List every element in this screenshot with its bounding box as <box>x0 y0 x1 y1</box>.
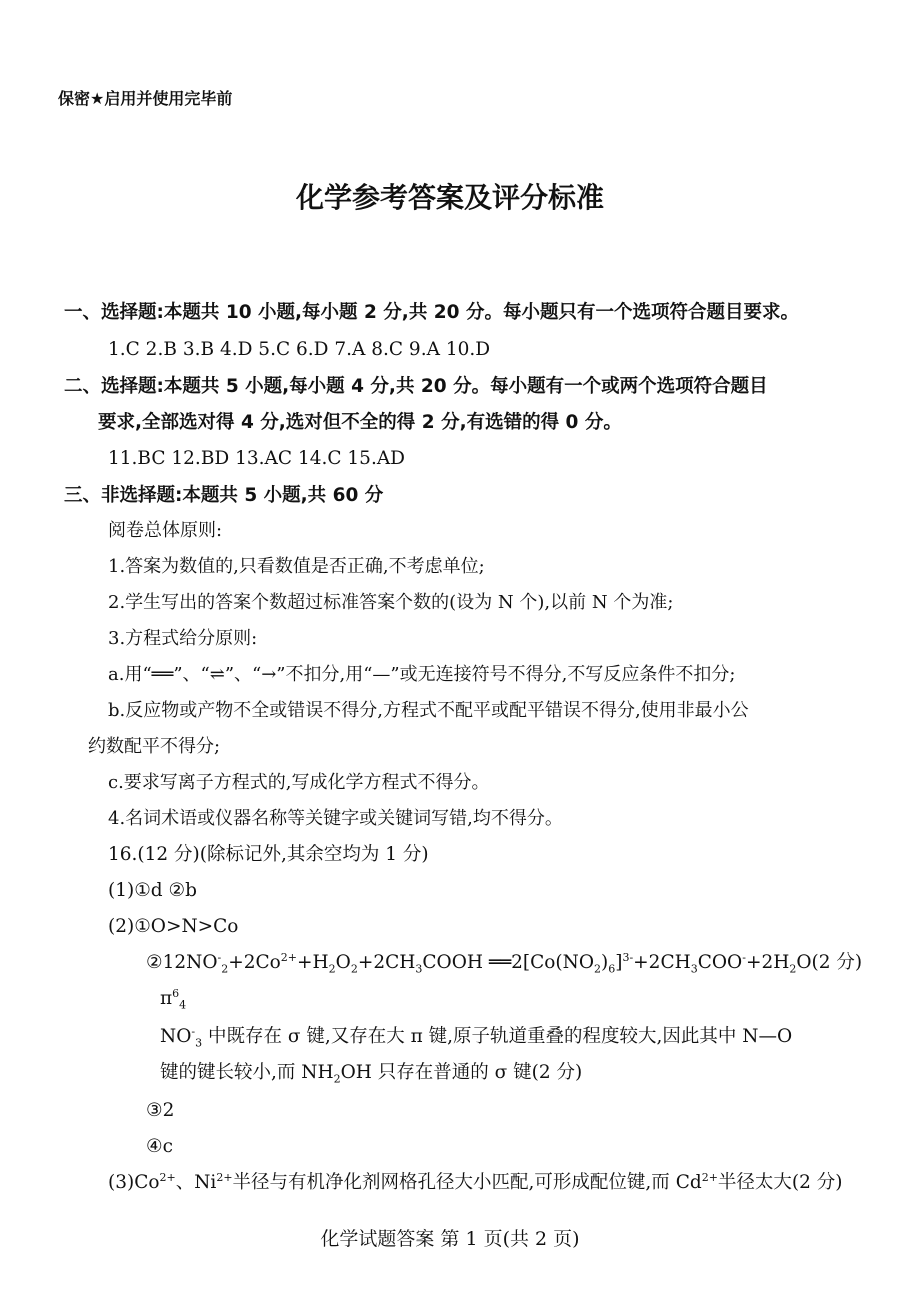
q16-part2-4: ④c <box>146 1136 173 1157</box>
q16-part2-1: (2)①O>N>Co <box>108 916 239 937</box>
section1-answers: 1.C 2.B 3.B 4.D 5.C 6.D 7.A 8.C 9.A 10.D <box>108 339 491 360</box>
rule-3: 3.方程式给分原则: <box>108 628 258 649</box>
page-footer: 化学试题答案 第 1 页(共 2 页) <box>320 1228 580 1250</box>
rule-4: 4.名词术语或仪器名称等关键字或关键词写错,均不得分。 <box>108 808 563 829</box>
section2-heading-cont: 要求,全部选对得 4 分,选对但不全的得 2 分,有选错的得 0 分。 <box>98 412 622 433</box>
nitrate-explanation-cont: 键的键长较小,而 $NH_2OH$ 只存在普通的 σ 键(2 分) <box>160 1062 583 1086</box>
q16-title: 16.(12 分)(除标记外,其余空均为 1 分) <box>108 844 429 865</box>
rule-3b-cont: 约数配平不得分; <box>88 736 221 757</box>
rule-3a: a.用“══”、“⇌”、“→”不扣分,用“—”或无连接符号不得分,不写反应条件不扣分; <box>108 664 736 685</box>
confidential-label: 保密★启用并使用完毕前 <box>58 89 233 108</box>
rule-3c: c.要求写离子方程式的,写成化学方程式不得分。 <box>108 772 490 793</box>
nitrate-explanation: $NO^-_3$ 中既存在 σ 键,又存在大 π 键,原子轨道重叠的程度较大,因此其中 N—O <box>160 1024 793 1050</box>
rule-3b: b.反应物或产物不全或错误不得分,方程式不配平或配平错误不得分,使用非最小公 <box>108 700 749 721</box>
q16-part3: $(3)Co^{2+}$、$Ni^{2+}$半径与有机净化剂网格孔径大小匹配,可形成配位键,而 $Cd^{2+}$半径太大(2 分) <box>108 1170 843 1193</box>
pi-symbol: $\pi^6_4$ <box>160 986 187 1012</box>
rule-2: 2.学生写出的答案个数超过标准答案个数的(设为 N 个),以前 N 个为准; <box>108 592 674 613</box>
q16-part2-3: ③2 <box>146 1100 175 1121</box>
section1-heading: 一、选择题:本题共 10 小题,每小题 2 分,共 20 分。每小题只有一个选项符合题目要求。 <box>64 302 799 323</box>
q16-part1: (1)①d ②b <box>108 880 197 901</box>
rule-1: 1.答案为数值的,只看数值是否正确,不考虑单位; <box>108 556 485 577</box>
principles-title: 阅卷总体原则: <box>108 520 223 541</box>
q16-equation: $②12NO^-_2+2Co^{2+}+H_2O_2+2CH_3COOH$ $══2[Co(NO_2)_6]^{3-}+2CH_3COO^-+2H_2O(2$ 分) <box>146 950 863 976</box>
section2-heading: 二、选择题:本题共 5 小题,每小题 4 分,共 20 分。每小题有一个或两个选项符合题目 <box>64 376 768 397</box>
section3-heading: 三、非选择题:本题共 5 小题,共 60 分 <box>64 485 384 506</box>
page-title: 化学参考答案及评分标准 <box>295 181 604 214</box>
section2-answers: 11.BC 12.BD 13.AC 14.C 15.AD <box>108 448 406 469</box>
